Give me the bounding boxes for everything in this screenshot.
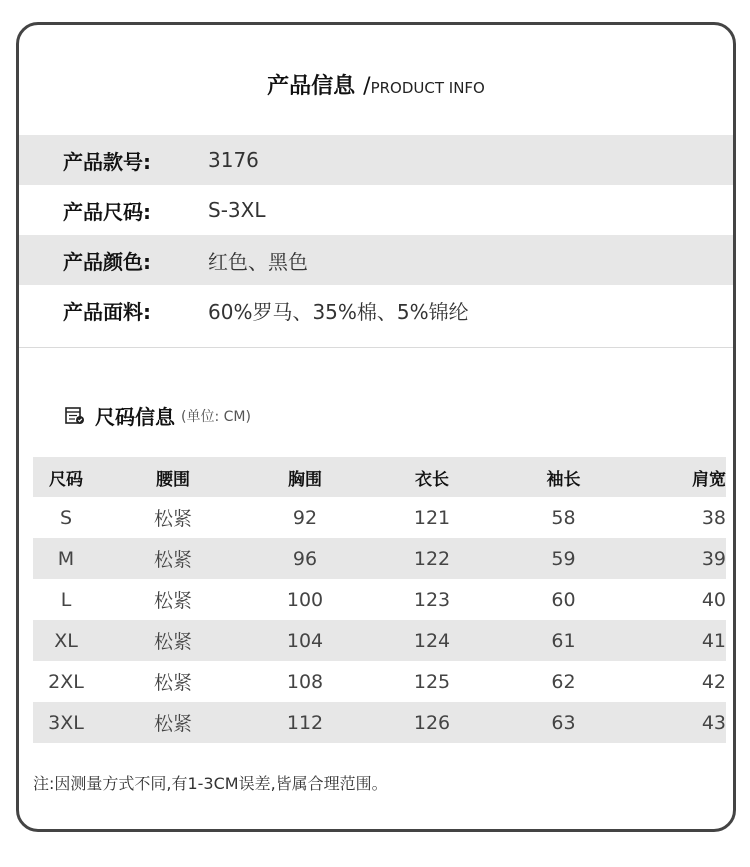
table-header: 尺码	[49, 469, 83, 490]
title-en: PRODUCT INFO	[370, 79, 485, 97]
table-cell: 松紧	[153, 631, 192, 653]
table-cell: S	[59, 506, 73, 529]
table-cell: 41	[701, 629, 726, 652]
table-cell: 40	[701, 588, 726, 611]
table-header: 肩宽	[692, 469, 726, 490]
table-cell: 58	[551, 506, 576, 529]
size-table	[33, 457, 726, 743]
product-info-list	[19, 135, 733, 335]
info-row-size	[19, 185, 733, 235]
table-cell: 122	[413, 547, 451, 570]
table-cell: 121	[413, 506, 451, 529]
table-cell: 123	[413, 588, 451, 611]
table-cell: 112	[286, 711, 324, 734]
table-cell: 39	[701, 547, 726, 570]
table-row	[33, 538, 726, 579]
table-cell: M	[57, 547, 75, 570]
product-info-card	[16, 22, 736, 832]
title-separator: /	[363, 74, 371, 99]
table-header: 袖长	[546, 469, 581, 490]
table-header: 腰围	[156, 469, 190, 490]
table-cell: 59	[551, 547, 576, 570]
table-header: 衣长	[415, 469, 449, 490]
size-section-title: 尺码信息	[95, 405, 175, 429]
info-label: 产品款号:	[63, 149, 151, 174]
table-cell: 62	[551, 670, 576, 693]
table-row	[33, 497, 726, 538]
table-icon	[65, 407, 85, 425]
title-cn: 产品信息	[267, 74, 356, 99]
table-cell: 92	[292, 506, 318, 529]
info-value: 60%罗马、35%棉、5%锦纶	[208, 299, 469, 324]
measurement-note: 注:因测量方式不同,有1-3CM误差,皆属合理范围。	[33, 774, 388, 793]
table-header-row	[33, 457, 726, 497]
table-cell: 42	[701, 670, 726, 693]
table-cell: 100	[286, 588, 324, 611]
table-cell: 松紧	[153, 508, 192, 530]
table-cell: 108	[286, 670, 324, 693]
table-cell: 63	[551, 711, 576, 734]
table-row	[33, 620, 726, 661]
table-cell: 松紧	[153, 549, 192, 571]
size-section-header	[65, 401, 251, 430]
table-cell: 3XL	[48, 711, 84, 734]
table-row	[33, 702, 726, 743]
info-value: S-3XL	[208, 198, 266, 222]
info-row-fabric	[19, 285, 733, 335]
table-cell: XL	[54, 629, 78, 652]
info-row-style-number	[19, 135, 733, 185]
table-cell: 松紧	[153, 713, 192, 735]
table-cell: 61	[551, 629, 576, 652]
table-cell: 松紧	[153, 672, 192, 694]
info-row-color	[19, 235, 733, 285]
table-header: 胸围	[288, 469, 322, 490]
table-cell: 38	[701, 506, 726, 529]
info-label: 产品尺码:	[63, 199, 151, 224]
info-value: 3176	[208, 148, 259, 172]
table-cell: 126	[413, 711, 451, 734]
size-unit: (单位: CM)	[181, 408, 251, 425]
section-divider	[19, 347, 733, 348]
page-title	[19, 69, 733, 100]
table-cell: 松紧	[153, 590, 192, 612]
info-label: 产品颜色:	[63, 249, 151, 274]
table-cell: 96	[292, 547, 318, 570]
table-cell: 2XL	[48, 670, 84, 693]
info-value: 红色、黑色	[208, 249, 308, 274]
info-label: 产品面料:	[63, 299, 151, 324]
table-row	[33, 579, 726, 620]
table-row	[33, 661, 726, 702]
table-cell: 60	[551, 588, 576, 611]
table-cell: 125	[413, 670, 451, 693]
table-cell: L	[60, 588, 72, 611]
table-cell: 124	[413, 629, 451, 652]
table-cell: 104	[286, 629, 324, 652]
table-cell: 43	[701, 711, 726, 734]
